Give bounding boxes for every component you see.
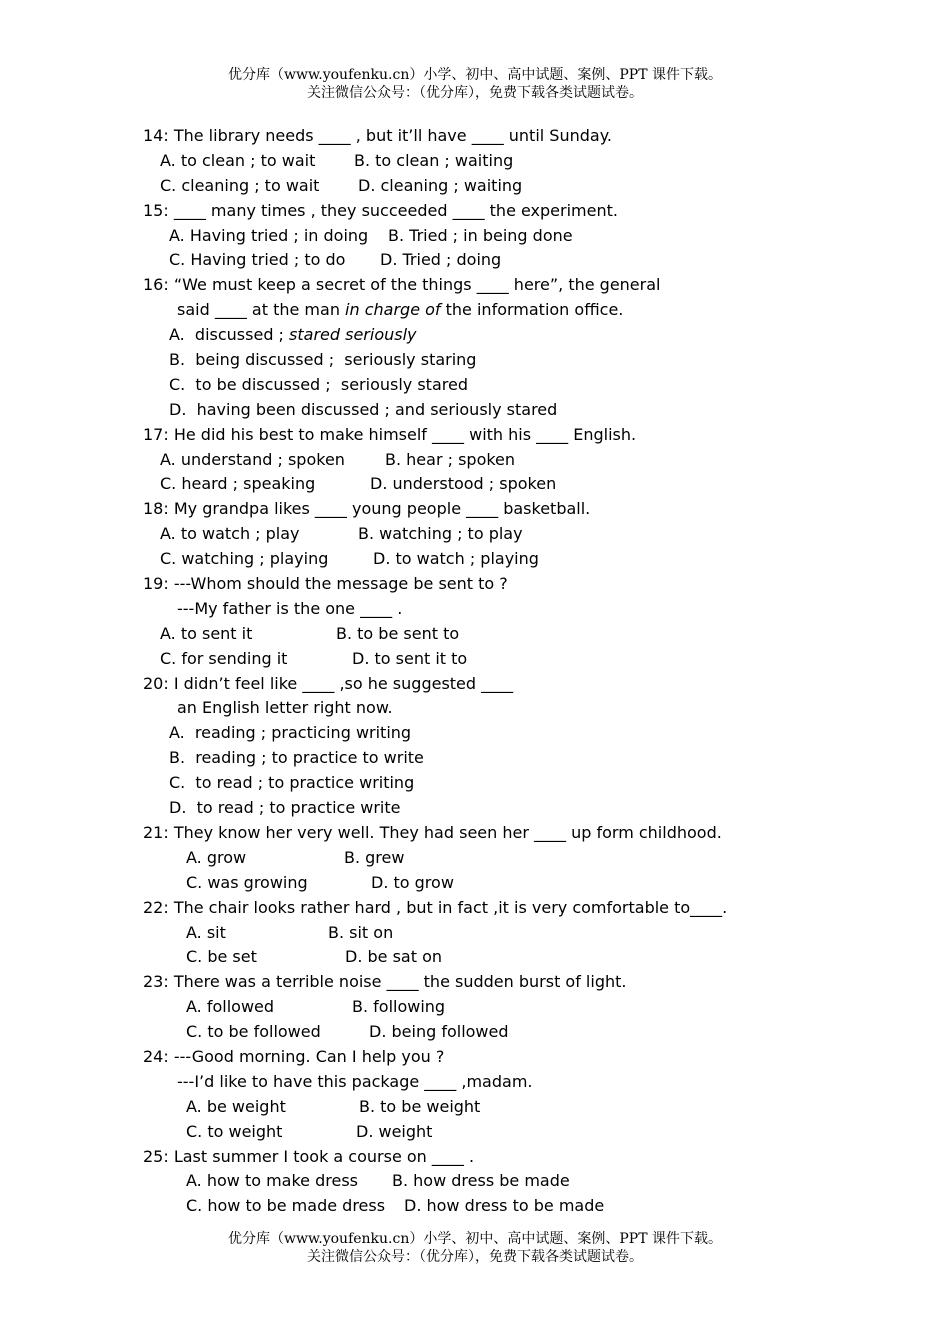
question-24-options-ab: [0, 1095, 950, 1120]
option-d: D. be sat on: [345, 947, 443, 967]
option-c: C. was growing: [186, 872, 308, 892]
option-d: D. to watch ; playing: [373, 549, 539, 569]
option-c: C. how to be made dress: [186, 1196, 386, 1216]
question-list: [0, 124, 950, 1219]
option-a: A. to clean ; to wait: [160, 150, 316, 170]
question-15-options-cd: [0, 248, 950, 273]
question-25-options-ab: [0, 1169, 950, 1194]
option-a: A. followed: [186, 997, 275, 1017]
option-b: B. following: [352, 997, 446, 1017]
question-23-options-cd: [0, 1020, 950, 1045]
question-16-option-d: D. having been discussed ; and seriously stared: [169, 399, 558, 419]
option-d: D. weight: [356, 1121, 433, 1141]
option-b: B. how dress be made: [392, 1171, 570, 1191]
question-22-stem: 22: The chair looks rather hard , but in fact ,it is very comfortable to____.: [143, 897, 728, 917]
question-16-stem-continued: said ____ at the man in charge of the information office.: [177, 300, 624, 320]
option-c: C. watching ; playing: [160, 549, 329, 569]
option-d: D. to sent it to: [352, 648, 468, 668]
option-b: B. watching ; to play: [358, 524, 523, 544]
option-c: C. to be followed: [186, 1022, 321, 1042]
question-20-option-a: A. reading ; practicing writing: [169, 723, 412, 743]
option-d: D. how dress to be made: [404, 1196, 605, 1216]
option-b: B. to be sent to: [336, 623, 460, 643]
question-24-stem-continued: ---I’d like to have this package ____ ,madam.: [177, 1071, 533, 1091]
option-d: D. understood ; spoken: [370, 474, 557, 494]
question-17-options-ab: [0, 448, 950, 473]
header-line-1: 优分库（www.youfenku.cn）小学、初中、高中试题、案例、PPT 课件下载。: [227, 67, 722, 83]
option-b: B. to clean ; waiting: [354, 150, 514, 170]
question-16-option-b: B. being discussed ; seriously staring: [169, 350, 477, 370]
question-19-options-ab: [0, 622, 950, 647]
option-d: D. being followed: [369, 1022, 509, 1042]
option-a: A. understand ; spoken: [160, 449, 345, 469]
option-b: B. grew: [344, 847, 405, 867]
question-25-stem: 25: Last summer I took a course on ____ .: [143, 1146, 475, 1166]
page-header: [0, 66, 950, 102]
question-24-options-cd: [0, 1120, 950, 1145]
option-c: C. be set: [186, 947, 257, 967]
question-14-stem: 14: The library needs ____ , but it’ll have ____ until Sunday.: [143, 126, 612, 145]
question-23-stem: 23: There was a terrible noise ____ the sudden burst of light.: [143, 972, 627, 992]
question-18-options-cd: [0, 547, 950, 572]
option-d: D. cleaning ; waiting: [358, 175, 523, 195]
question-20-option-b: B. reading ; to practice to write: [169, 748, 424, 768]
option-a: A. sit: [186, 922, 226, 942]
question-20-option-c: C. to read ; to practice writing: [169, 773, 415, 793]
question-21-stem: 21: They know her very well. They had seen her ____ up form childhood.: [143, 822, 722, 842]
option-a: A. to watch ; play: [160, 524, 300, 544]
option-c: C. heard ; speaking: [160, 474, 316, 494]
question-15-stem: 15: ____ many times , they succeeded ____ the experiment.: [143, 200, 618, 220]
footer-line-2: 关注微信公众号：（优分库），免费下载各类试题试卷。: [307, 1249, 643, 1265]
question-15-options-ab: [0, 224, 950, 249]
page-footer: [0, 1230, 950, 1266]
option-c: C. cleaning ; to wait: [160, 175, 320, 195]
question-19-stem: 19: ---Whom should the message be sent to ?: [143, 574, 508, 594]
footer-line-1: 优分库（www.youfenku.cn）小学、初中、高中试题、案例、PPT 课件下载。: [227, 1231, 722, 1247]
option-c: C. to weight: [186, 1121, 283, 1141]
option-a: A. to sent it: [160, 623, 253, 643]
question-20-option-d: D. to read ; to practice write: [169, 798, 401, 818]
question-17-options-cd: [0, 472, 950, 497]
question-19-stem-continued: ---My father is the one ____ .: [177, 598, 403, 618]
option-b: B. hear ; spoken: [385, 449, 516, 469]
option-d: D. Tried ; doing: [380, 250, 502, 270]
question-25-options-cd: [0, 1194, 950, 1219]
question-23-options-ab: [0, 995, 950, 1020]
option-a: A. be weight: [186, 1096, 286, 1116]
question-21-options-cd: [0, 871, 950, 896]
option-b: B. Tried ; in being done: [388, 225, 573, 245]
question-16-option-c: C. to be discussed ; seriously stared: [169, 374, 468, 394]
question-16-option-a: A. discussed ; stared seriously: [169, 325, 417, 345]
option-d: D. to grow: [371, 872, 454, 892]
option-a: A. Having tried ; in doing: [169, 225, 369, 245]
option-a: A. how to make dress: [186, 1171, 358, 1191]
question-20-stem-continued: an English letter right now.: [177, 698, 393, 718]
question-24-stem: 24: ---Good morning. Can I help you ?: [143, 1046, 445, 1066]
option-b: B. to be weight: [359, 1096, 481, 1116]
question-19-options-cd: [0, 647, 950, 672]
option-c: C. Having tried ; to do: [169, 250, 346, 270]
question-22-options-cd: [0, 945, 950, 970]
header-line-2: 关注微信公众号：（优分库），免费下载各类试题试卷。: [307, 85, 643, 101]
question-14-options-cd: [0, 174, 950, 199]
question-20-stem: 20: I didn’t feel like ____ ,so he suggested ____: [143, 673, 514, 693]
question-18-options-ab: [0, 522, 950, 547]
question-18-stem: 18: My grandpa likes ____ young people ____ basketball.: [143, 499, 591, 519]
question-22-options-ab: [0, 921, 950, 946]
option-c: C. for sending it: [160, 648, 288, 668]
option-a: A. grow: [186, 847, 247, 867]
question-21-options-ab: [0, 846, 950, 871]
option-b: B. sit on: [328, 922, 394, 942]
question-17-stem: 17: He did his best to make himself ____ with his ____ English.: [143, 424, 637, 444]
question-16-stem: 16: “We must keep a secret of the things ____ here”, the general: [143, 275, 661, 295]
question-14-options-ab: [0, 149, 950, 174]
